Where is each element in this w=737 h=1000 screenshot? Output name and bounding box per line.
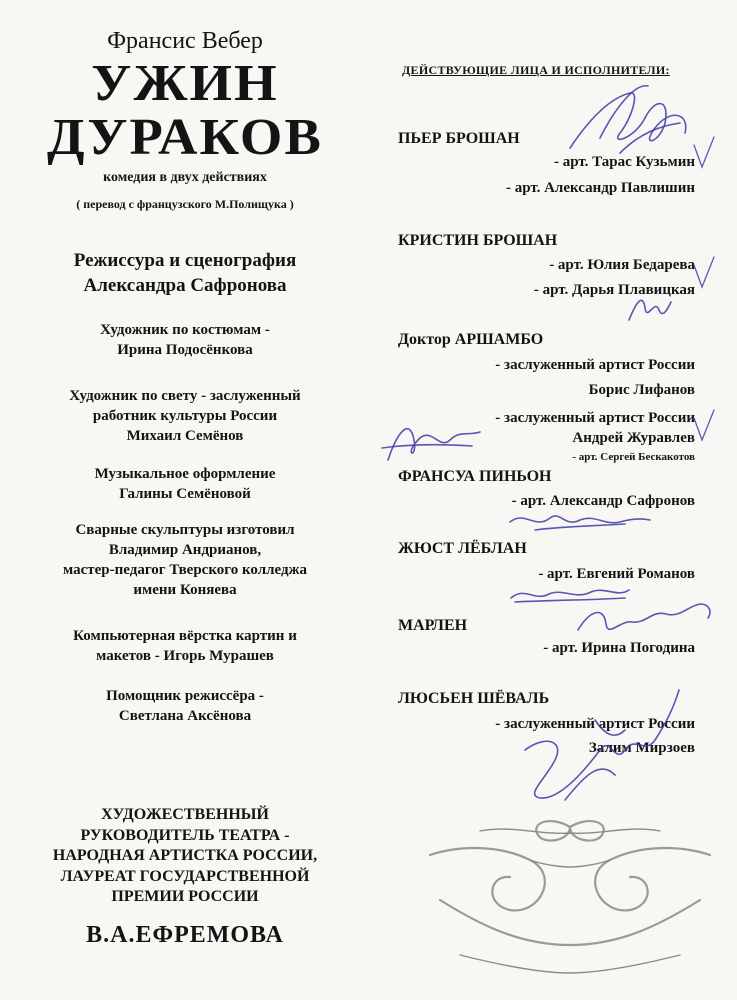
credit-line: макетов - Игорь Мурашев xyxy=(96,648,274,664)
actor-line: - заслуженный артист России xyxy=(495,716,695,732)
play-genre: комедия в двух действиях xyxy=(103,170,267,185)
credit-line: Художник по свету - заслуженный xyxy=(69,388,301,404)
autograph-signature xyxy=(625,290,675,330)
artistic-director-line: ХУДОЖЕСТВЕННЫЙ xyxy=(101,806,269,823)
role-archambault: Доктор АРШАМБО xyxy=(398,331,544,348)
decorative-ornament xyxy=(420,805,720,985)
role-marlene: МАРЛЕН xyxy=(398,617,468,634)
actor-line: - арт. Дарья Плавицкая xyxy=(533,282,695,298)
credit-line: Сварные скульптуры изготовил xyxy=(75,522,295,538)
actor-line: - арт. Тарас Кузьмин xyxy=(554,154,695,170)
actor-line: Борис Лифанов xyxy=(588,382,695,398)
actor-line: - арт. Ирина Погодина xyxy=(543,640,695,656)
credit-line: имени Коняева xyxy=(133,582,237,598)
artistic-director-block xyxy=(0,805,370,908)
actor-line: - арт. Юлия Бедарева xyxy=(549,257,695,273)
artistic-director-name: В.А.ЕФРЕМОВА xyxy=(86,922,284,948)
role-leblanc: ЖЮСТ ЛЁБЛАН xyxy=(398,540,527,557)
check-mark-icon xyxy=(690,135,720,175)
role-pignon: ФРАНСУА ПИНЬОН xyxy=(398,468,552,485)
direction-line-2: Александра Сафронова xyxy=(83,275,287,296)
credit-line: Помощник режиссёра - xyxy=(106,688,264,704)
role-pierre: ПЬЕР БРОШАН xyxy=(398,130,520,147)
credit-line: Ирина Подосёнкова xyxy=(117,342,253,358)
play-title-line-2: ДУРАКОВ xyxy=(47,109,323,166)
actor-line: - заслуженный артист России xyxy=(495,357,695,373)
cast-header: ДЕЙСТВУЮЩИЕ ЛИЦА И ИСПОЛНИТЕЛИ: xyxy=(402,63,670,77)
credit-line: Музыкальное оформление xyxy=(94,466,276,482)
actor-line: - арт. Сергей Бескакотов xyxy=(572,451,695,463)
credit-lighting xyxy=(0,386,370,446)
credit-sculptures xyxy=(0,520,370,600)
credit-line: Художник по костюмам - xyxy=(100,322,270,338)
credit-line: Галины Семёновой xyxy=(119,486,251,502)
credit-layout xyxy=(0,626,370,666)
direction-line-1: Режиссура и сценография xyxy=(73,250,297,271)
direction-credit xyxy=(0,248,370,298)
artistic-director-line: ЛАУРЕАТ ГОСУДАРСТВЕННОЙ xyxy=(60,867,310,885)
artistic-director-line: НАРОДНАЯ АРТИСТКА РОССИИ, xyxy=(52,847,318,864)
play-title-line-1: УЖИН xyxy=(91,55,279,112)
actor-line: - арт. Александр Павлишин xyxy=(505,180,695,196)
artistic-director-line: РУКОВОДИТЕЛЬ ТЕАТРА - xyxy=(80,826,290,844)
actor-line: Залим Мирзоев xyxy=(588,740,695,756)
actor-line: - заслуженный артист России xyxy=(495,410,695,426)
author-name: Франсис Вебер xyxy=(107,28,263,54)
actor-line: - арт. Евгений Романов xyxy=(538,566,695,582)
role-christine: КРИСТИН БРОШАН xyxy=(398,232,558,249)
credit-line: мастер-педагог Тверского колледжа xyxy=(63,562,307,578)
actor-line: - арт. Александр Сафронов xyxy=(511,493,695,509)
translation-note: ( перевод с французского М.Полищука ) xyxy=(76,197,294,211)
credit-line: работник культуры России xyxy=(92,408,278,424)
actor-line: Андрей Журавлев xyxy=(572,430,695,446)
credit-line: Светлана Аксёнова xyxy=(118,708,252,724)
autograph-signature xyxy=(380,410,490,470)
credit-line: Михаил Семёнов xyxy=(126,428,244,444)
autograph-signature xyxy=(560,78,710,168)
artistic-director-line: ПРЕМИИ РОССИИ xyxy=(111,888,259,905)
credit-assistant-director xyxy=(0,686,370,726)
autograph-signature xyxy=(570,600,720,645)
autograph-signature xyxy=(505,680,685,810)
credit-line: Компьютерная вёрстка картин и xyxy=(73,628,297,644)
check-mark-icon xyxy=(690,255,720,295)
autograph-signature xyxy=(505,500,655,540)
check-mark-icon xyxy=(690,408,720,448)
credit-costumes xyxy=(0,320,370,360)
credit-music xyxy=(0,464,370,504)
role-cheval: ЛЮСЬЕН ШЁВАЛЬ xyxy=(398,690,550,707)
credit-line: Владимир Андрианов, xyxy=(108,542,262,558)
